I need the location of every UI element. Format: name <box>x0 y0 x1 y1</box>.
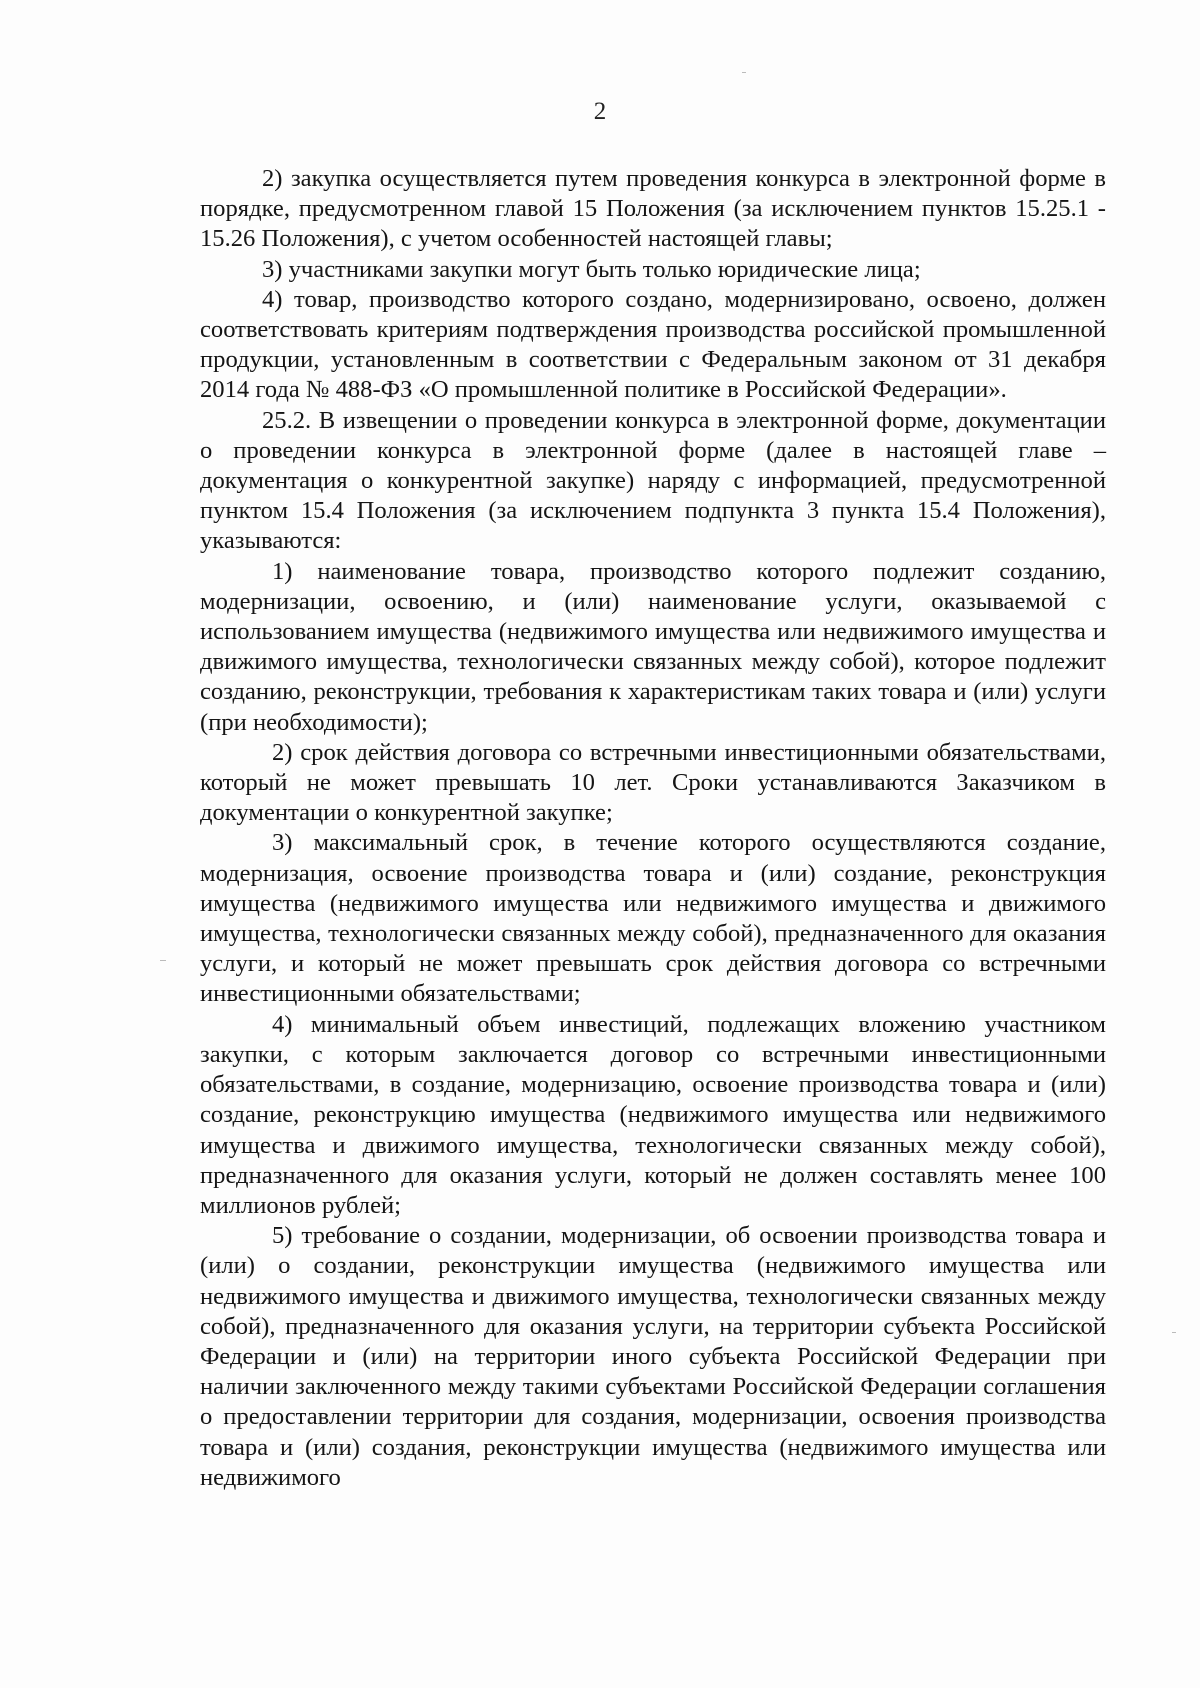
scan-speck <box>1172 1332 1176 1333</box>
list-item-4: 4) товар, производство которого создано, модернизировано, освоено, должен соответствовать критериям подтверждения производства российской промышленной продукции, установленным в соответствии с Федеральным законом от 31 декабря 2014 года № 488-ФЗ «О промышленной политике в Российской Федерации». <box>200 285 1106 404</box>
scan-speck <box>742 72 746 73</box>
sub-item-2: 2) срок действия договора со встречными инвестиционными обязательствами, который не может превышать 10 лет. Сроки устанавливаются Заказчиком в документации о конкурентной закупке; <box>200 738 1106 827</box>
sub-item-3: 3) максимальный срок, в течение которого осуществляются создание, модернизация, освоение производства товара и (или) создание, реконструкция имущества (недвижимого имущества или недвижимого имущества и движимого имущества, технологически связанных между собой), предназначенного для оказания услуги, и который не может превышать срок действия договора со встречными инвестиционными обязательствами; <box>200 829 1106 1008</box>
scan-speck <box>160 960 166 961</box>
sub-item-5: 5) требование о создании, модернизации, об освоении производства товара и (или) о создании, реконструкции имущества (недвижимого имущества или недвижимого имущества и движимого имущества, технологически связанных между собой), предназначенного для оказания услуги, на территории субъекта Российской Федерации и (или) на территории иного субъекта Российской Федерации при наличии заключенного между такими субъектами Российской Федерации соглашения о предоставлении территории для создания, модернизации, освоения производства товара и (или) создания, реконструкции имущества (недвижимого имущества или недвижимого <box>200 1222 1106 1491</box>
list-item-2: 2) закупка осуществляется путем проведения конкурса в электронной форме в порядке, предусмотренном главой 15 Положения (за исключением пунктов 15.25.1 - 15.26 Положения), с учетом особенностей настоящей главы; <box>200 165 1106 253</box>
sub-item-1: 1) наименование товара, производство которого подлежит созданию, модернизации, освоению, и (или) наименование услуги, оказываемой с использованием имущества (недвижимого имущества или недвижимого имущества и движимого имущества, технологически связанных между собой), которое подлежит созданию, реконструкции, требования к характеристикам таких товара и (или) услуги (при необходимости); <box>200 557 1106 736</box>
page-number: 2 <box>593 98 607 125</box>
document-body <box>200 164 1106 1493</box>
sub-item-4: 4) минимальный объем инвестиций, подлежащих вложению участником закупки, с которым заключается договор со встречными инвестиционными обязательствами, в создание, модернизацию, освоение производства товара и (или) создание, реконструкцию имущества (недвижимого имущества или недвижимого имущества и движимого имущества, технологически связанных между собой), предназначенного для оказания услуги, который не должен составлять менее 100 миллионов рублей; <box>200 1010 1106 1219</box>
clause-25-2: 25.2. В извещении о проведении конкурса в электронной форме, документации о проведении конкурса в электронной форме (далее в настоящей главе – документация о конкурентной закупке) наряду с информацией, предусмотренной пунктом 15.4 Положения (за исключением подпункта 3 пункта 15.4 Положения), указываются: <box>200 406 1106 555</box>
list-item-3: 3) участниками закупки могут быть только юридические лица; <box>262 255 921 283</box>
